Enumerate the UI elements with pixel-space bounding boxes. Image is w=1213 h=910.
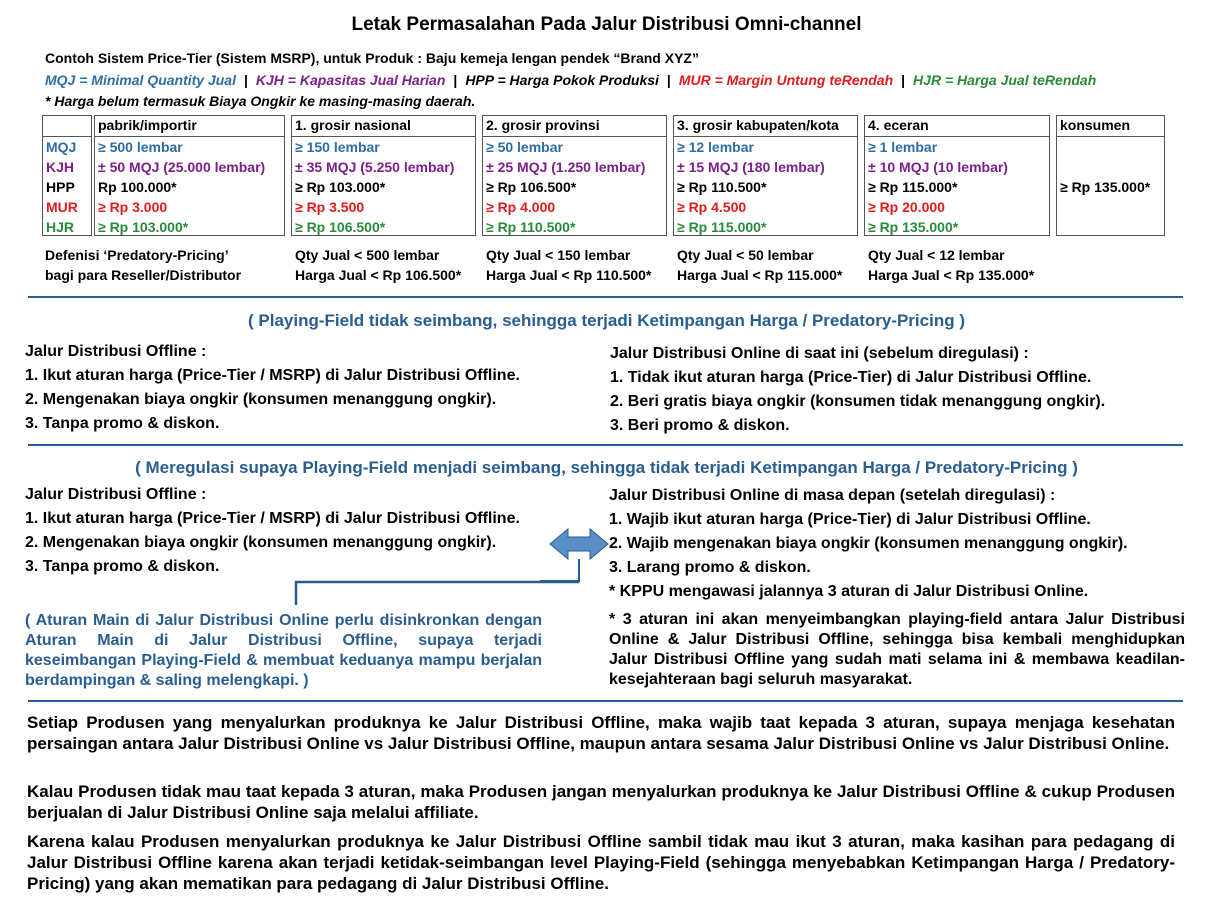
tier-kjh: ± 50 MQJ (25.000 lembar) <box>98 159 266 175</box>
row-label-column <box>42 115 92 236</box>
tier-mur: ≥ Rp 4.500 <box>677 199 747 215</box>
online-item: 1. Wajib ikut aturan harga (Price-Tier) di Jalur Distribusi Offline. <box>609 511 1091 528</box>
online-item: 2. Beri gratis biaya ongkir (konsumen tidak menanggung ongkir). <box>610 393 1106 410</box>
tier-hjr: ≥ Rp 110.500* <box>486 219 576 235</box>
predatory-price: Harga Jual < Rp 115.000* <box>677 267 843 283</box>
tier-hpp: ≥ Rp 115.000* <box>868 179 958 195</box>
balance-note: * 3 aturan ini akan menyeimbangkan playing-field antara Jalur Distribusi Online & Jalur Distribusi Offline, sehingga bisa kembali menghidupkan Jalur Distribusi Offline yang sudah mati selama ini & membawa keadilan-kesejahteraan bagi seluruh masyarakat. <box>609 611 1185 688</box>
tier-mur: ≥ Rp 4.000 <box>486 199 556 215</box>
shipping-note: * Harga belum termasuk Biaya Ongkir ke masing-masing daerah. <box>45 93 476 109</box>
consumer-price: ≥ Rp 135.000* <box>1060 179 1151 195</box>
tier-hjr: ≥ Rp 115.000* <box>677 219 767 235</box>
tier-mur: ≥ Rp 3.000 <box>98 199 168 215</box>
legend-kjh: KJH = Kapasitas Jual Harian <box>255 72 446 88</box>
tier-hjr: ≥ Rp 135.000* <box>868 219 959 235</box>
tier-hjr: ≥ Rp 106.500* <box>295 219 386 235</box>
offline-item: 2. Mengenakan biaya ongkir (konsumen menanggung ongkir). <box>25 534 497 551</box>
section2-title: ( Meregulasi supaya Playing-Field menjadi seimbang, sehingga tidak terjadi Ketimpangan Harga / Predatory-Pricing ) <box>135 458 1078 477</box>
online-item: 3. Beri promo & diskon. <box>610 417 790 434</box>
section1-online <box>610 342 1105 438</box>
predatory-qty: Qty Jual < 500 lembar <box>295 247 440 263</box>
predatory-price: Harga Jual < Rp 135.000* <box>868 267 1035 283</box>
row-label-header <box>43 116 91 137</box>
section2-online <box>609 484 1128 604</box>
tier-kjh: ± 15 MQJ (180 lembar) <box>677 159 825 175</box>
online-item: 2. Wajib mengenakan biaya ongkir (konsumen menanggung ongkir). <box>609 535 1128 552</box>
tier-eceran <box>864 115 1050 236</box>
tier-mqj: ≥ 500 lembar <box>98 139 183 155</box>
predatory-qty: Qty Jual < 50 lembar <box>677 247 814 263</box>
predatory-tier-4 <box>868 245 1034 285</box>
predatory-tier-1 <box>295 245 461 285</box>
predatory-price: Harga Jual < Rp 106.500* <box>295 267 462 283</box>
page-title: Letak Permasalahan Pada Jalur Distribusi Omni-channel <box>351 14 862 35</box>
section2-offline <box>25 483 520 579</box>
predatory-qty: Qty Jual < 12 lembar <box>868 247 1005 263</box>
legend-separator: | <box>453 72 458 88</box>
closing-paragraph-3: Karena kalau Produsen menyalurkan produknya ke Jalur Distribusi Offline sambil tidak mau ikut 3 aturan, maka kasihan para pedagang di Jalur Distribusi Offline karena akan terjadi ketidak-seimbangan level Playing-Field (sehingga menyebabkan Ketimpangan Harga / Predatory-Pricing) yang akan mematikan para pedagang di Jalur Distribusi Offline. <box>27 832 1175 893</box>
offline-item: 3. Tanpa promo & diskon. <box>25 415 220 432</box>
legend-separator: | <box>243 72 248 88</box>
tier-hpp: ≥ Rp 110.500* <box>677 179 767 195</box>
legend-separator: | <box>666 72 671 88</box>
tier-mqj: ≥ 150 lembar <box>295 139 380 155</box>
online-heading: Jalur Distribusi Online di saat ini (sebelum diregulasi) : <box>610 345 1029 362</box>
connector-line <box>294 579 584 607</box>
offline-heading: Jalur Distribusi Offline : <box>25 486 207 503</box>
tier-grosir-provinsi <box>482 115 667 236</box>
row-label-hpp: HPP <box>46 179 75 195</box>
predatory-tier-3 <box>677 245 842 285</box>
tier-header: 1. grosir nasional <box>292 116 475 137</box>
divider <box>28 444 1183 446</box>
predatory-definition-line: Defenisi ‘Predatory-Pricing’ <box>45 247 229 263</box>
tier-mur: ≥ Rp 20.000 <box>868 199 945 215</box>
offline-item: 3. Tanpa promo & diskon. <box>25 558 220 575</box>
legend-hjr: HJR = Harga Jual teRendah <box>913 72 1097 88</box>
tier-kjh: ± 35 MQJ (5.250 lembar) <box>295 159 455 175</box>
legend <box>45 72 1096 88</box>
tier-hpp: ≥ Rp 106.500* <box>486 179 577 195</box>
section1-title: ( Playing-Field tidak seimbang, sehingga terjadi Ketimpangan Harga / Predatory-Pricing ) <box>248 311 965 330</box>
legend-separator: | <box>901 72 906 88</box>
row-label-kjh: KJH <box>46 159 75 175</box>
online-item: 1. Tidak ikut aturan harga (Price-Tier) di Jalur Distribusi Offline. <box>610 369 1092 386</box>
tier-mqj: ≥ 12 lembar <box>677 139 754 155</box>
section1-offline <box>25 340 520 436</box>
tier-hpp: Rp 100.000* <box>98 179 177 195</box>
legend-mur: MUR = Margin Untung teRendah <box>678 72 894 88</box>
divider <box>28 296 1183 298</box>
tier-header: 4. eceran <box>865 116 1049 137</box>
row-label-mur: MUR <box>46 199 78 215</box>
tier-header: 2. grosir provinsi <box>483 116 666 137</box>
predatory-definition <box>45 245 241 285</box>
tier-kjh: ± 25 MQJ (1.250 lembar) <box>486 159 646 175</box>
closing-paragraph-1: Setiap Produsen yang menyalurkan produknya ke Jalur Distribusi Offline, maka wajib taat kepada 3 aturan, supaya menjaga kesehatan persaingan antara Jalur Distribusi Online vs Jalur Distribusi Offline, maupun antara sesama Jalur Distribusi Online vs Jalur Distribusi Online. <box>27 713 1175 753</box>
tier-hpp: ≥ Rp 103.000* <box>295 179 386 195</box>
predatory-price: Harga Jual < Rp 110.500* <box>486 267 652 283</box>
online-heading: Jalur Distribusi Online di masa depan (setelah diregulasi) : <box>609 487 1056 504</box>
row-label-hjr: HJR <box>46 219 75 235</box>
sync-note: ( Aturan Main di Jalur Distribusi Online perlu disinkronkan dengan Aturan Main di Jalur Distribusi Offline, supaya terjadi keseimbangan Playing-Field & membuat keduanya mampu berjalan berdampingan & saling melengkapi. ) <box>25 612 542 689</box>
legend-mqj: MQJ = Minimal Quantity Jual <box>45 72 236 88</box>
online-item: 3. Larang promo & diskon. <box>609 559 811 576</box>
row-label-mqj: MQJ <box>46 139 77 155</box>
tier-konsumen <box>1056 115 1165 236</box>
tier-header: konsumen <box>1057 116 1164 137</box>
tier-header: 3. grosir kabupaten/kota <box>674 116 857 137</box>
tier-mur: ≥ Rp 3.500 <box>295 199 365 215</box>
predatory-definition-line: bagi para Reseller/Distributor <box>45 267 242 283</box>
tier-grosir-kabupaten <box>673 115 858 236</box>
example-line: Contoh Sistem Price-Tier (Sistem MSRP), untuk Produk : Baju kemeja lengan pendek “Brand XYZ” <box>45 50 699 66</box>
offline-item: 1. Ikut aturan harga (Price-Tier / MSRP) di Jalur Distribusi Offline. <box>25 367 520 384</box>
tier-pabrik <box>94 115 285 236</box>
predatory-qty: Qty Jual < 150 lembar <box>486 247 631 263</box>
tier-header: pabrik/importir <box>95 116 284 137</box>
offline-item: 2. Mengenakan biaya ongkir (konsumen menanggung ongkir). <box>25 391 497 408</box>
tier-grosir-nasional <box>291 115 476 236</box>
offline-item: 1. Ikut aturan harga (Price-Tier / MSRP) di Jalur Distribusi Offline. <box>25 510 520 527</box>
legend-hpp: HPP = Harga Pokok Produksi <box>465 72 659 88</box>
tier-mqj: ≥ 50 lembar <box>486 139 563 155</box>
closing-paragraph-2: Kalau Produsen tidak mau taat kepada 3 aturan, maka Produsen jangan menyalurkan produknya ke Jalur Distribusi Offline & cukup Produsen berjualan di Jalur Distribusi Online saja melalui affiliate. <box>27 782 1175 822</box>
online-item: * KPPU mengawasi jalannya 3 aturan di Jalur Distribusi Online. <box>609 583 1089 600</box>
tier-kjh: ± 10 MQJ (10 lembar) <box>868 159 1008 175</box>
divider <box>28 700 1183 702</box>
predatory-tier-2 <box>486 245 651 285</box>
tier-mqj: ≥ 1 lembar <box>868 139 938 155</box>
offline-heading: Jalur Distribusi Offline : <box>25 343 207 360</box>
tier-hjr: ≥ Rp 103.000* <box>98 219 189 235</box>
